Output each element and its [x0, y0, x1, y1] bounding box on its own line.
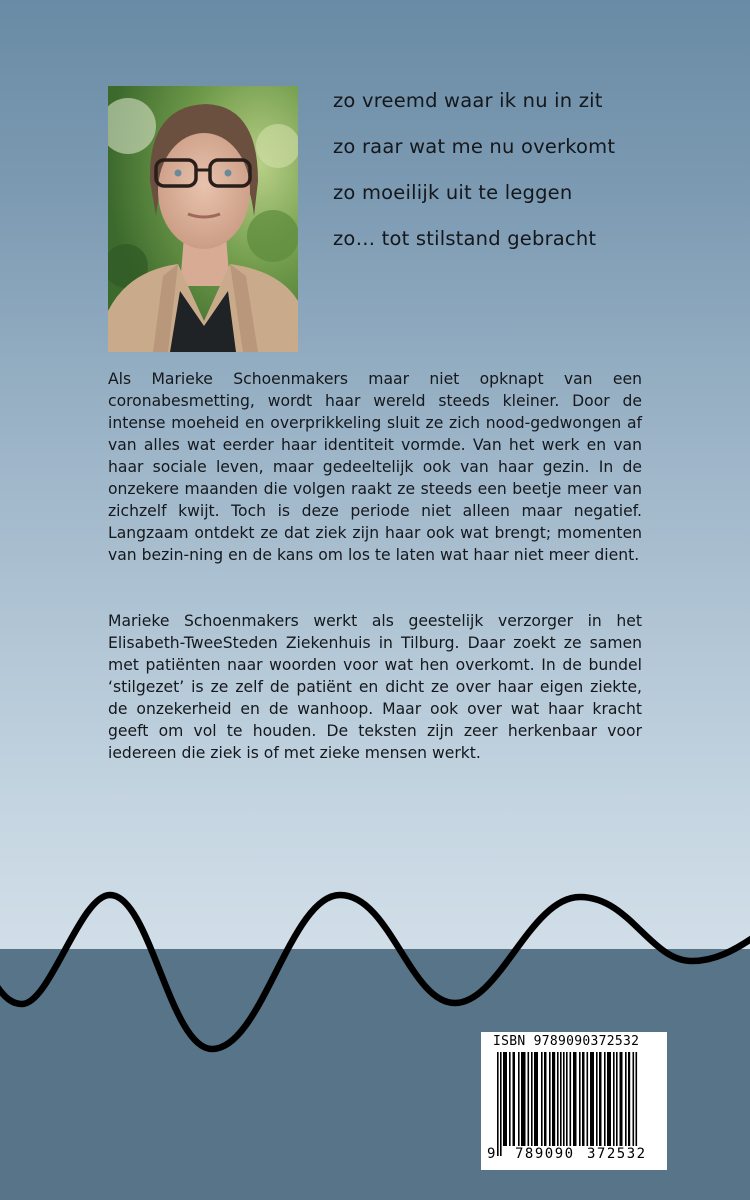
author-photo [108, 86, 298, 352]
poem [333, 86, 713, 270]
poem-line: zo vreemd waar ik nu in zit [333, 89, 603, 112]
blurb-paragraph-author-bio: Marieke Schoenmakers werkt als geestelijk verzorger in het Elisabeth-TweeSteden Ziekenhuis in Tilburg. Daar zoekt ze samen met patiënten naar woorden voor wat hen overkomt. In de bundel ‘stilgezet’ is ze zelf de patiënt en dicht ze over haar eigen ziekte, de onzekerheid en de wanhoop. Maar ook over wat haar kracht geeft om vol te houden. De teksten zijn zeer herkenbaar voor iedereen die ziek is of met zieke mensen werkt. [108, 612, 642, 762]
poem-line: zo moeilijk uit te leggen [333, 181, 573, 204]
barcode-bars [495, 1052, 641, 1156]
poem-line: zo raar wat me nu overkomt [333, 135, 616, 158]
isbn-digit-first: 9 [487, 1146, 496, 1162]
portrait-image [108, 86, 298, 352]
isbn-digits-left: 789090 [515, 1146, 583, 1162]
isbn-barcode [481, 1032, 667, 1170]
isbn-label: ISBN 9789090372532 [493, 1034, 640, 1049]
isbn-digits [487, 1146, 657, 1162]
isbn-digits-right: 372532 [587, 1146, 655, 1162]
blurb-paragraph-summary: Als Marieke Schoenmakers maar niet opknapt van een coronabesmetting, wordt haar wereld steeds kleiner. Door de intense moeheid en overprikkeling sluit ze zich nood-gedwongen af van alles wat eerder haar identiteit vormde. Van het werk en van haar sociale leven, maar gedeeltelijk ook van haar gezin. In de onzekere maanden die volgen raakt ze steeds een beetje meer van zichzelf kwijt. Toch is deze periode niet alleen maar negatief. Langzaam ontdekt ze dat ziek zijn haar ook wat brengt; momenten van bezin-ning en de kans om los te laten wat haar niet meer dient. [108, 370, 642, 564]
poem-line: zo… tot stilstand gebracht [333, 227, 597, 250]
